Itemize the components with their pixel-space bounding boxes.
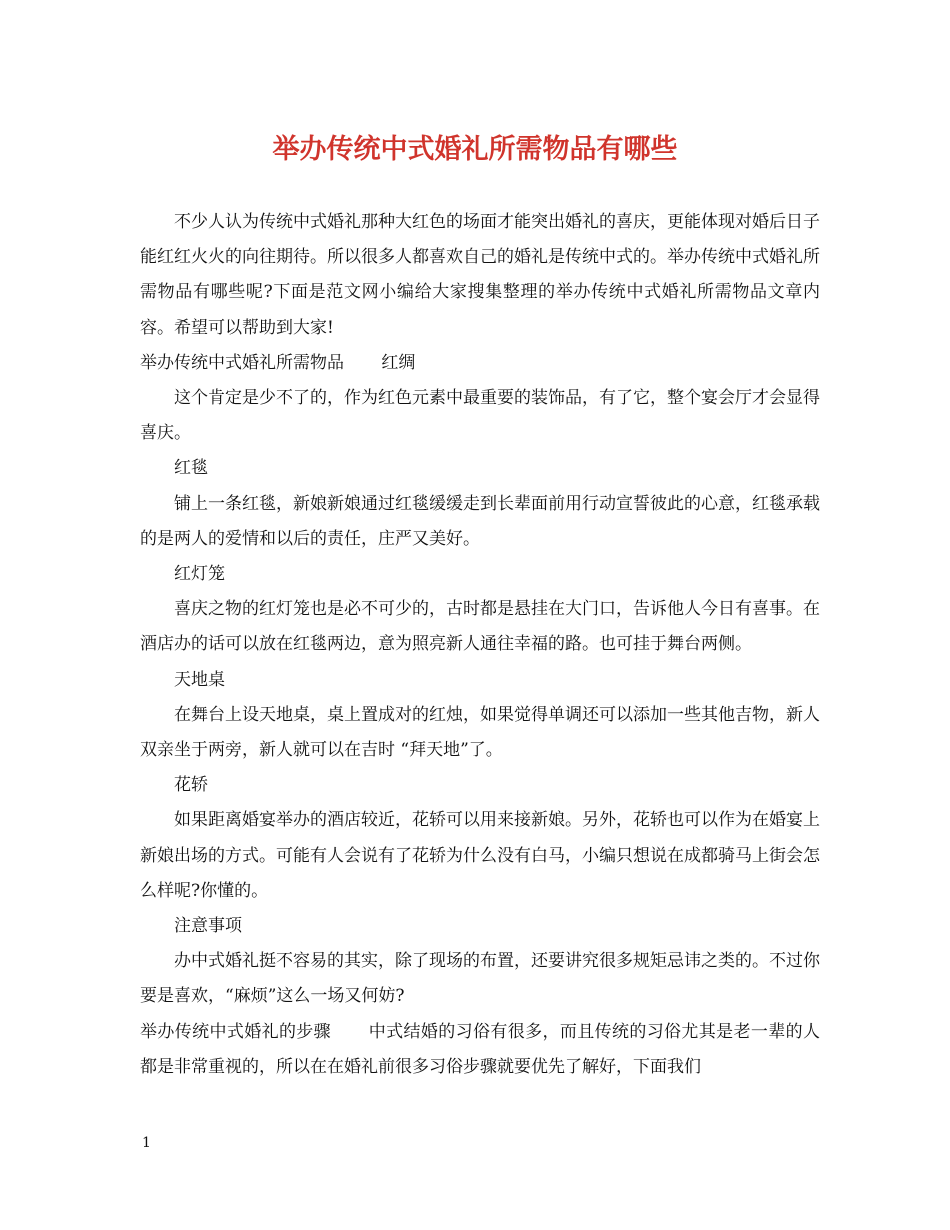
paragraph-sedan: 如果距离婚宴举办的酒店较近，花轿可以用来接新娘。另外，花轿也可以作为在婚宴上新娘出场的方式。可能有人会说有了花轿为什么没有白马，小编只想说在成都骑马上街会怎么样呢?你懂的。 (140, 810, 820, 901)
item-heading-red-carpet: 红毯 (174, 458, 208, 479)
section2-paragraph: 中式结婚的习俗有很多，而且传统的习俗尤其是老一辈的人都是非常重视的，所以在在婚礼前很多习俗步骤就要优先了解好，下面我们 (140, 1021, 820, 1077)
intro-paragraph: 不少人认为传统中式婚礼那种大红色的场面才能突出婚礼的喜庆，更能体现对婚后日子能红红火火的向往期待。所以很多人都喜欢自己的婚礼是传统中式的。举办传统中式婚礼所需物品有哪些呢?下面是范文网小编给大家搜集整理的举办传统中式婚礼所需物品文章内容。希望可以帮助到大家! (140, 212, 820, 338)
paragraph-red-carpet: 铺上一条红毯，新娘新娘通过红毯缓缓走到长辈面前用行动宣誓彼此的心意，红毯承载的是两人的爱情和以后的责任，庄严又美好。 (140, 493, 820, 549)
page-number: 1 (142, 1135, 151, 1151)
paragraph-red-silk: 这个肯定是少不了的，作为红色元素中最重要的装饰品，有了它，整个宴会厅才会显得喜庆。 (140, 388, 820, 444)
item-heading-table: 天地桌 (174, 669, 225, 690)
item-heading-lantern: 红灯笼 (174, 564, 225, 585)
section2-heading: 举办传统中式婚礼的步骤 (140, 1021, 332, 1042)
paragraph-notes: 办中式婚礼挺不容易的其实，除了现场的布置，还要讲究很多规矩忌讳之类的。不过你要是喜欢，“麻烦”这么一场又何妨? (140, 951, 820, 1007)
document-body (140, 205, 820, 1085)
item-heading-red-silk: 红绸 (381, 352, 416, 373)
section2-line (140, 1015, 820, 1085)
item-heading-sedan: 花轿 (174, 775, 208, 796)
item-heading-notes: 注意事项 (174, 916, 242, 937)
document-title: 举办传统中式婚礼所需物品有哪些 (272, 134, 678, 165)
paragraph-lantern: 喜庆之物的红灯笼也是必不可少的，古时都是悬挂在大门口，告诉他人今日有喜事。在酒店办的话可以放在红毯两边，意为照亮新人通往幸福的路。也可挂于舞台两侧。 (140, 599, 820, 655)
section1-heading-line (140, 346, 820, 381)
paragraph-table: 在舞台上设天地桌，桌上置成对的红烛，如果觉得单调还可以添加一些其他吉物，新人双亲坐于两旁，新人就可以在吉时 “拜天地”了。 (140, 704, 820, 761)
section1-heading: 举办传统中式婚礼所需物品 (140, 352, 344, 373)
